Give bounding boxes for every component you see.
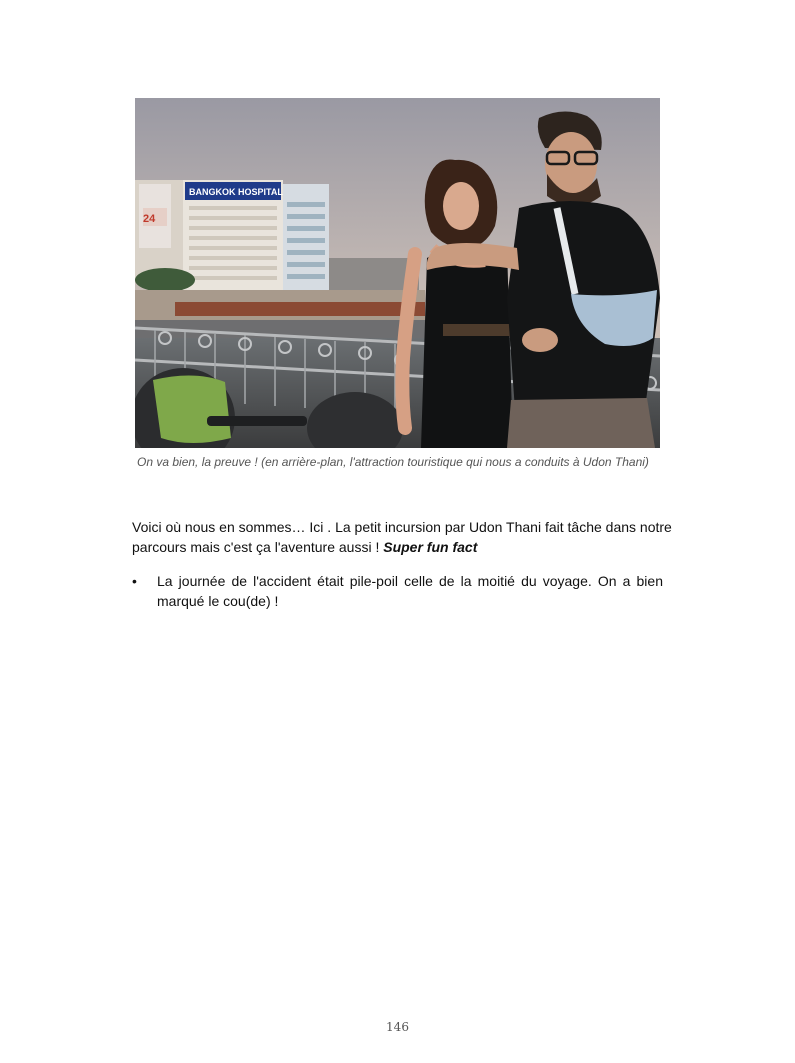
bullet-marker: • <box>132 573 137 589</box>
couple-photo <box>135 98 660 448</box>
photo-caption: On va bien, la preuve ! (en arrière-plan, l'attraction touristique qui nous a conduits à Udon Thani) <box>137 455 649 469</box>
list-item-text: La journée de l'accident était pile-poil celle de la moitié du voyage. On a bien marqué le cou(de) ! <box>157 573 663 609</box>
bullet-list <box>132 571 663 611</box>
hospital-sign: BANGKOK HOSPITAL <box>189 187 283 197</box>
hospital-banner-number: 24 <box>143 213 156 225</box>
photo-illustration <box>135 98 660 448</box>
body-paragraph-text: Voici où nous en sommes… Ici . La petit incursion par Udon Thani fait tâche dans notre parcours mais c'est ça l'aventure aussi ! <box>132 519 672 555</box>
page-number: 146 <box>386 1020 409 1034</box>
list-item <box>132 571 663 611</box>
body-paragraph <box>132 517 672 557</box>
body-paragraph-emphasis: Super fun fact <box>383 539 478 555</box>
